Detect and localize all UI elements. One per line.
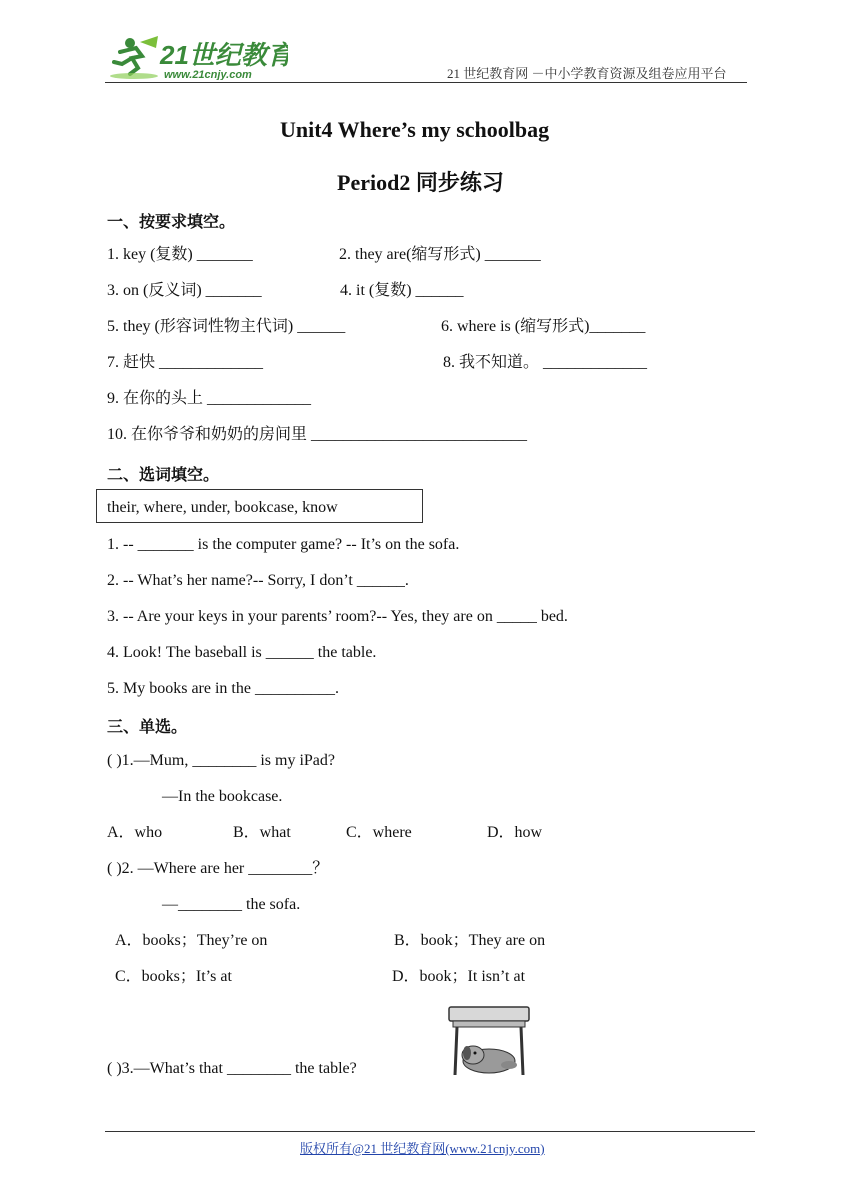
option-c: C．books；It’s at [115,968,232,985]
exercise-item: 4. it (复数) ______ [340,282,464,299]
header-tagline: 21 世纪教育网 －中小学教育资源及组卷应用平台 [447,66,727,81]
exercise-item: 3. on (反义词) _______ [107,282,262,299]
exercise-item: 7. 赶快 _____________ [107,354,264,371]
site-logo [108,34,288,80]
exercise-item: 10. 在你爷爷和奶奶的房间里 ___________________________ [107,426,528,443]
header-divider [105,82,747,83]
copyright-link[interactable]: 版权所有@21 世纪教育网(www.21cnjy.com) [300,1141,545,1156]
question-stem: ( )2. —Where are her ________？ [107,860,329,877]
option-a: A．books；They’re on [115,932,268,949]
option-c: C．where [346,824,412,841]
exercise-item: 3. -- Are your keys in your parents’ room?-- Yes, they are on _____ bed. [107,608,568,625]
exercise-item: 1. key (复数) _______ [107,246,253,263]
page-title: Unit4 Where’s my schoolbag [280,117,550,142]
footer-divider [105,1131,755,1132]
exercise-item: 6. where is (缩写形式)_______ [441,318,646,335]
exercise-item: 9. 在你的头上 _____________ [107,390,312,407]
exercise-item: 4. Look! The baseball is ______ the table. [107,644,377,661]
section-heading-multiple-choice: 三、单选。 [107,717,188,736]
logo-brand-text: 21世纪教育 [160,40,288,70]
word-bank-text: their, where, under, bookcase, know [107,499,338,516]
option-d: D．book；It isn’t at [392,968,526,985]
dog-under-table-image [447,1003,531,1079]
option-d: D．how [487,824,543,841]
exercise-item: 1. -- _______ is the computer game? -- It’s on the sofa. [107,536,460,553]
option-a: A．who [107,824,163,841]
option-b: B．what [233,824,291,841]
question-response: —In the bookcase. [162,788,283,805]
exercise-item: 2. they are(缩写形式) _______ [339,246,541,263]
page-subtitle: Period2 同步练习 [337,170,504,195]
runner-logo-icon [108,34,288,80]
option-b: B．book；They are on [394,932,546,949]
section-heading-fill-in: 一、按要求填空。 [107,212,236,231]
logo-url-text: www.21cnjy.com [164,69,252,80]
exercise-item: 8. 我不知道。 _____________ [443,354,648,371]
exercise-item: 5. they (形容词性物主代词) ______ [107,318,346,335]
section-heading-word-choice: 二、选词填空。 [107,465,220,484]
exercise-item: 2. -- What’s her name?-- Sorry, I don’t ______. [107,572,409,589]
question-stem: ( )3.—What’s that ________ the table? [107,1060,357,1077]
exercise-item: 5. My books are in the __________. [107,680,339,697]
question-response: —________ the sofa. [162,896,301,913]
question-stem: ( )1.—Mum, ________ is my iPad? [107,752,335,769]
